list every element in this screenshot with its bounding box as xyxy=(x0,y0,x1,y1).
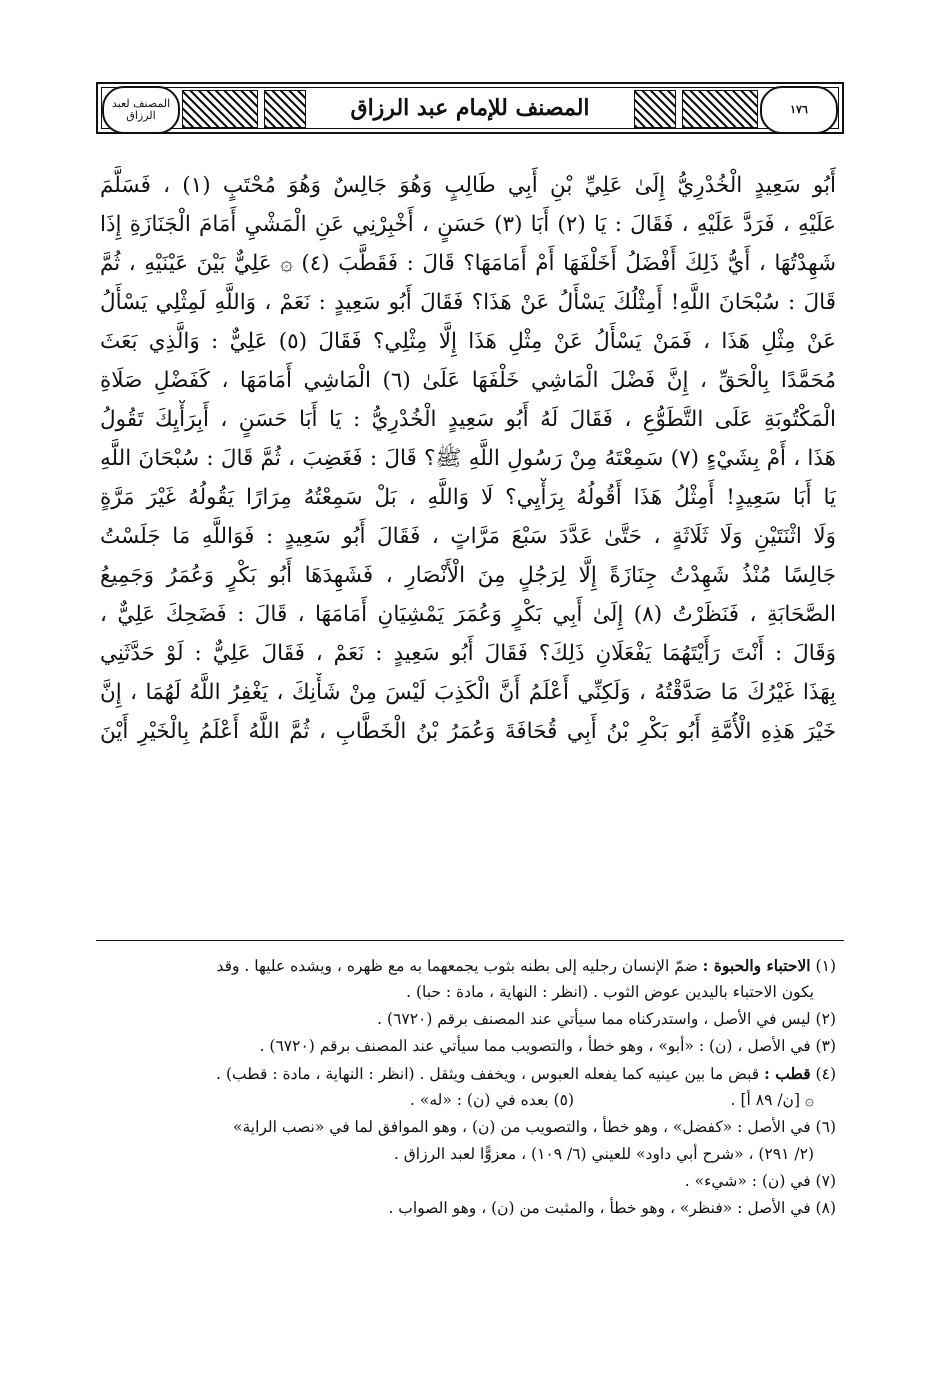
footnote-7: (٧) في (ن) : «شيء» . xyxy=(684,1172,836,1190)
footnote-1-continued: يكون الاحتباء باليدين عوض الثوب . (انظر : النهاية ، مادة : حبا) . xyxy=(406,983,814,1001)
footnote-number: (٤) xyxy=(815,1065,836,1083)
text-line: قَالَ : سُبْحَانَ اللَّهِ! أَمِثْلُكَ يَسْأَلُ عَنْ هَذَا؟ فَقَالَ أَبُو سَعِيدٍ : نَعَمْ ، وَاللَّهِ لَمِثْلِي يَسْأَلُ xyxy=(100,290,836,315)
text-line: يَا أَبَا سَعِيدٍ! أَمِثْلُ هَذَا أَقُولُهُ بِرَأْيِي؟ لَا وَاللَّهِ ، بَلْ سَمِعْتُهُ مِرَارًا يَقُولُهُ غَيْرَ مَرَّةٍ xyxy=(100,485,836,510)
footnote-term: الاحتباء والحبوة : xyxy=(702,956,811,975)
footnote-term: قطب : xyxy=(764,1064,811,1083)
text-line: وَقَالَ : أَنْتَ رَأَيْتَهُمَا يَفْعَلَانِ ذَلِكَ؟ فَقَالَ أَبُو سَعِيدٍ : نَعَمْ ، فَقَالَ عَلِيٌّ : لَوْ حَدَّثَنِي xyxy=(100,641,836,666)
text-line: بِهَذَا غَيْرُكَ مَا صَدَّقْتُهُ ، وَلَكِنِّي أَعْلَمُ أَنَّ الْكَذِبَ لَيْسَ مِنْ شَأْنِكَ ، يَغْفِرُ اللَّهُ لَهُمَا ، إِنَّ xyxy=(100,680,836,705)
footnote-text: ضمّ الإنسان رجليه إلى بطنه بثوب يجمعهما به مع ظهره ، ويشده عليها . وقد xyxy=(216,957,698,975)
header-ornament-icon xyxy=(264,90,306,128)
manuscript-marker: ۞ [ن/ ٨٩ أ] . xyxy=(730,1091,814,1109)
page-number: ١٧٦ xyxy=(790,103,808,116)
footnote-2: (٢) ليس في الأصل ، واستدركناه مما سيأتي عند المصنف برقم (٦٧٢٠) . xyxy=(377,1010,836,1028)
footnote-text: قبض ما بين عينيه كما يفعله العبوس ، ويخفف ويثقل . (انظر : النهاية ، مادة : قطب) . xyxy=(216,1065,760,1083)
text-line: الْمَكْتُوبَةِ عَلَى التَّطَوُّعِ ، فَقَالَ لَهُ أَبُو سَعِيدٍ الْخُدْرِيُّ : يَا أَبَا حَسَنٍ ، أَبِرَأْيِكَ تَقُولُ xyxy=(100,407,836,432)
text-line: مُحَمَّدًا بِالْحَقِّ ، إِنَّ فَضْلَ الْمَاشِي خَلْفَهَا عَلَىٰ (٦) الْمَاشِي أَمَامَهَا ، كَفَضْلِ صَلَاةِ xyxy=(100,368,836,393)
text-line: عَنْ مِثْلِ هَذَا ، فَمَنْ يَسْأَلُ عَنْ مِثْلِ هَذَا إِلَّا مِثْلِي؟ فَقَالَ (٥) عَلِيٌّ : وَالَّذِي بَعَثَ xyxy=(100,329,836,354)
footnotes xyxy=(100,952,836,1222)
running-title: المصنف للإمام عبد الرزاق xyxy=(311,88,629,128)
emblem-text: المصنف لعبد الرزاق xyxy=(111,97,171,122)
footnote-4 xyxy=(100,1060,836,1087)
book-emblem xyxy=(102,86,180,134)
text-line: هَذَا ، أَمْ بِشَيْءٍ (٧) سَمِعْتَهُ مِنْ رَسُولِ اللَّهِ ﷺ؟ قَالَ : فَغَضِبَ ، ثُمَّ قَالَ : سُبْحَانَ اللَّهِ xyxy=(100,446,836,471)
text-line: وَلَا اثْنَتَيْنِ وَلَا ثَلَاثَةٍ ، حَتَّىٰ عَدَّدَ سَبْعَ مَرَّاتٍ ، فَقَالَ أَبُو سَعِيدٍ : فَوَاللَّهِ مَا جَلَسْتُ xyxy=(100,524,836,549)
text-line: أَبُو سَعِيدٍ الْخُدْرِيُّ إِلَىٰ عَلِيِّ بْنِ أَبِي طَالِبٍ وَهُوَ جَالِسٌ وَهُوَ مُحْتَبٍ (١) ، فَسَلَّمَ xyxy=(100,173,836,198)
text-line: خَيْرَ هَذِهِ الْأُمَّةِ أَبُو بَكْرِ بْنُ أَبِي قُحَافَةَ وَعُمَرُ بْنُ الْخَطَّابِ ، ثُمَّ اللَّهُ أَعْلَمُ بِالْخَيْرِ أَيْنَ xyxy=(100,719,836,744)
footnote-8: (٨) في الأصل : «فنظر» ، وهو خطأ ، والمثبت من (ن) ، وهو الصواب . xyxy=(388,1199,836,1217)
header-ornament-icon xyxy=(634,90,676,128)
footnote-number: (١) xyxy=(815,957,836,975)
text-line: عَلَيْهِ ، فَرَدَّ عَلَيْهِ ، فَقَالَ : يَا (٢) أَبَا (٣) حَسَنٍ ، أَخْبِرْنِي عَنِ الْمَشْيِ أَمَامَ الْجَنَازَةِ إِذَا xyxy=(100,212,836,237)
text-line: شَهِدْتُهَا ، أَيُّ ذَلِكَ أَفْضَلُ أَخَلْفَهَا أَمْ أَمَامَهَا؟ قَالَ : فَقَطَّبَ (٤) ۞ عَلِيٌّ بَيْنَ عَيْنَيْهِ ، ثُمَّ xyxy=(100,251,836,276)
footnote-6: (٦) في الأصل : «كفضل» ، وهو خطأ ، والتصويب من (ن) ، وهو الموافق لما في «نصب الراية» xyxy=(232,1118,836,1136)
footnote-5: (٥) بعده في (ن) : «له» . xyxy=(409,1091,574,1109)
footnote-row-5 xyxy=(100,1087,836,1114)
text-line: جَالِسًا مُنْذُ شَهِدْتُ جِنَازَةً إِلَّا لِرَجُلٍ مِنَ الْأَنْصَارِ ، فَشَهِدَهَا أَبُو بَكْرٍ وَعُمَرُ وَجَمِيعُ xyxy=(100,563,836,588)
text-line: الصَّحَابَةِ ، فَنَظَرْتُ (٨) إِلَىٰ أَبِي بَكْرٍ وَعُمَرَ يَمْشِيَانِ أَمَامَهَا ، قَالَ : فَضَحِكَ عَلِيٌّ ، xyxy=(100,602,836,627)
page-number-badge xyxy=(760,86,838,134)
header-ornament-icon xyxy=(682,90,758,128)
footnote-6-continued: (٢/ ٢٩١) ، «شرح أبي داود» للعيني (٦/ ١٠٩) ، معزوًّا لعبد الرزاق . xyxy=(393,1145,814,1163)
header-ornament-icon xyxy=(182,90,258,128)
page-header xyxy=(96,82,844,134)
footnote-1 xyxy=(100,952,836,979)
main-text xyxy=(100,166,836,751)
footnote-divider xyxy=(96,940,844,941)
footnote-3: (٣) في الأصل ، (ن) : «أبو» ، وهو خطأ ، والتصويب مما سيأتي عند المصنف برقم (٦٧٢٠) . xyxy=(259,1037,836,1055)
